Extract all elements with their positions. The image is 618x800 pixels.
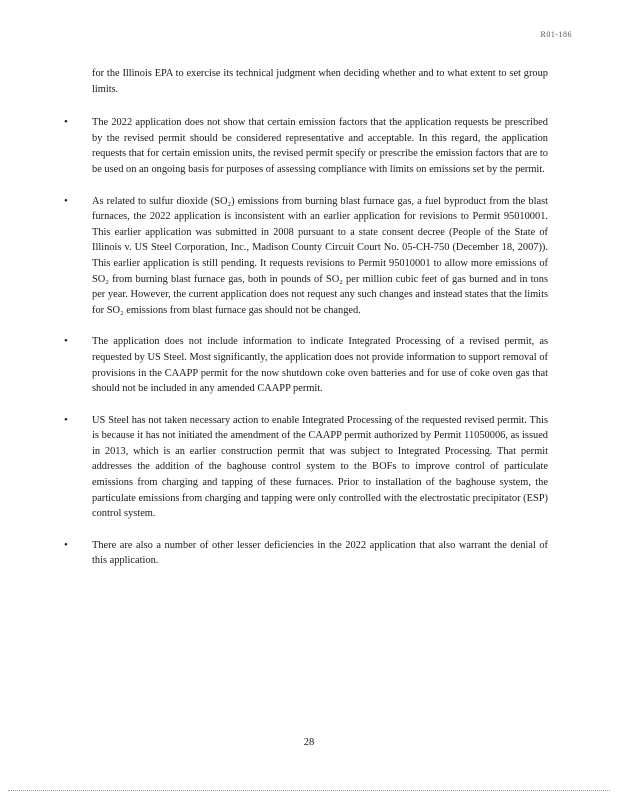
- list-item-text: • US Steel has not taken necessary action to enable Integrated Processing of the requested revised permit. This is because it has not initiated the amendment of the CAAPP permit authorized by Permit 11050006, as issued in 2013, which is an earlier construction permit that was subject to Integrated Processing. That permit addresses the addition of the baghouse control system to the BOFs to improve control of particulate emissions from charging and tapping of these furnaces. Prior to installation of the baghouse system, the particulate emissions from charging and tapping were only controlled with the electrostatic precipitator (ESP) control system.: [92, 414, 548, 520]
- list-item: [92, 413, 548, 522]
- list-item: [92, 538, 548, 569]
- list-item: [92, 334, 548, 396]
- list-item: [92, 115, 548, 177]
- page-body: [92, 66, 548, 585]
- intro-paragraph: for the Illinois EPA to exercise its technical judgment when deciding whether and to what extent to set group limits.: [92, 68, 548, 95]
- page-number: 28: [303, 737, 315, 748]
- list-item-text: • The application does not include information to indicate Integrated Processing of a revised permit, as requested by US Steel. Most significantly, the application does not provide information to support removal of provisions in the CAAPP permit for the now shutdown coke oven batteries and for use of coke oven gas that should not be included in any amended CAAPP permit.: [92, 336, 548, 395]
- list-item-text: • The 2022 application does not show that certain emission factors that the application requests be prescribed by the revised permit should be considered representative and acceptable. In this regard, the application requests that for certain emission units, the revised permit specify or prescribe the emission factors that are to be used on an ongoing basis for purposes of assessing compliance with limits on emissions set by the permit.: [92, 117, 548, 175]
- document-id: R01-186: [540, 30, 572, 39]
- list-item-text: • There are also a number of other lesser deficiencies in the 2022 application that also warrant the denial of this application.: [92, 539, 548, 567]
- list-item: [92, 194, 548, 319]
- list-item-text: • As related to sulfur dioxide (SO₂) emissions from burning blast furnace gas, a fuel byproduct from the blast furnaces, the 2022 application is inconsistent with an earlier application for revisions to Permit 95010001. This earlier application was submitted in 2008 pursuant to a state consent decree (People of the State of Illinois v. US Steel Corporation, Inc., Madison County Circuit Court No. 05-CH-750 (December 18, 2007)). This earlier application is still pending. It requests revisions to Permit 95010001 to allow more emissions of SO₂ from burning blast furnace gas, both in pounds of SO₂ per million cubic feet of gas burned and in tons per year. However, the current application does not request any such changes and instead states that the limits for SO₂ emissions from blast furnace gas should not be changed.: [92, 195, 548, 316]
- scan-edge-divider: [8, 790, 610, 791]
- deficiency-list: [92, 115, 548, 569]
